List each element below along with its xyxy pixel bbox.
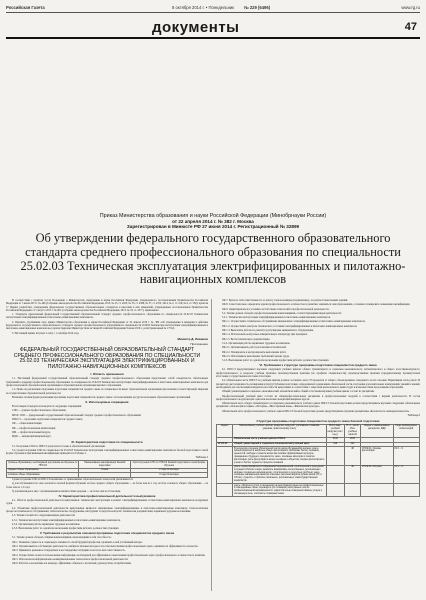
blank-area <box>6 40 420 210</box>
paragraph: 5.2. Техник должен обладать профессиональными компетенциями, соответствующими видам деятельности: <box>222 311 342 315</box>
paragraph: 4.3. Техник готовится к следующим видам деятельности: <box>12 514 76 518</box>
paragraph: ПК 2.1. Организовывать работу коллектива исполнителей. <box>222 346 287 350</box>
table-cell: 48 <box>344 465 360 484</box>
signature: Министр Д. Ливанов <box>177 336 208 341</box>
paragraph: 6.2. Обязательная часть ППССЗ по учебным циклам должна составлять около 70 процентов от общего объема времени, отведенного на их освоение. Вариативная часть (около 30 процентов) дает возможность расширения и (или) углубления подготовки, определяемой содержанием обязательной части, получения дополнительных компетенций, умений и знаний, необходимых для обеспечения конкурентоспособности выпускника в соответствии с запросами регионального рынка труда и возможностями продолжения образования. <box>216 379 420 389</box>
table-row <box>217 484 420 497</box>
paragraph: ПМ — профессиональный модуль; <box>12 430 51 434</box>
top-bar <box>6 4 420 11</box>
table-cell <box>217 484 233 497</box>
paragraph: ОК — общая компетенция; <box>12 422 43 426</box>
table-cell: основное общее образование <box>7 473 79 478</box>
table-cell <box>326 484 344 497</box>
right-column <box>216 299 420 591</box>
paragraph: ПК 1.5. Вести техническую документацию. <box>222 337 271 341</box>
order-date: от 22 апреля 2014 г. № 382 г. Москва <box>172 219 254 224</box>
table-header-row <box>7 461 208 468</box>
paragraph: ОК 3. Принимать решения в стандартных и нестандартных ситуациях и нести за них ответственность. <box>12 549 126 553</box>
standard-title: ФЕДЕРАЛЬНЫЙ ГОСУДАРСТВЕННЫЙ ОБРАЗОВАТЕЛЬНЫЙ СТАНДАРТ СРЕДНЕГО ПРОФЕССИОНАЛЬНОГО ОБРАЗОВАНИЯ ПО СПЕЦИАЛЬНОСТИ 25.02.03 ТЕХНИЧЕСКАЯ ЭКСПЛУАТАЦИЯ ЭЛЕКТРИФИЦИРОВАННЫХ И ПИЛОТАЖНО-НАВИГАЦИОННЫХ КОМПЛЕКСОВ <box>13 346 201 370</box>
paragraph: ОК 1. Понимать сущность и социальную значимость своей будущей профессии, проявлять к ней устойчивый интерес. <box>12 540 144 544</box>
paragraph: 3.2. Сроки получения СПО по специальности 25.02.03 Техническая эксплуатация электрифицированных и пилотажно-навигационных комплексов базовой подготовки в очной форме обучения и присваиваемая квалификация приводятся в Таблице 1. <box>6 448 208 456</box>
paragraph: МДК — междисциплинарный курс. <box>12 435 52 439</box>
paragraph: 3.1. Получение СПО по ППССЗ допускается только в образовательной организации. <box>12 444 106 448</box>
table-header-cell: Индекс и наименование дисциплин, МДК <box>361 425 393 438</box>
intro-paragraph: 3. Настоящий приказ вступает в силу с 1 сентября 2014 года. <box>12 331 80 335</box>
table-cell <box>326 447 344 466</box>
paragraph: Возможна сетевая форма реализации программы подготовки специалистов среднего звена с использованием ресурсов нескольких образовательных организаций. <box>12 395 191 399</box>
site-link[interactable]: www.rg.ru <box>401 5 420 10</box>
order-header <box>40 213 386 229</box>
table-row <box>7 473 208 478</box>
table-cell: 2160 <box>344 437 360 442</box>
paragraph: 4.3.1. Техническая эксплуатация электрифицированных и пилотажно-навигационных комплексов. <box>12 518 121 522</box>
table-header-cell: Срок получения СПО по ППССЗ базовой подготовки в очной форме обучения <box>130 461 207 468</box>
table-cell <box>344 484 360 497</box>
table-cell: ОК 1 - 9 <box>393 447 419 466</box>
paragraph: ОК 5. Использовать информационно-коммуникационные технологии в профессиональной деятельности. <box>12 557 129 561</box>
paragraph: Обязательная часть общего гуманитарного и социально-экономического учебного цикла ППССЗ базовой подготовки должна предусматривать изучение следующих обязательных дисциплин: «Основы философии», «История», «Иностранный язык», «Физическая культура». <box>216 402 420 409</box>
paragraph: 4.2. Объектами профессиональной деятельности выпускников являются: авиационные электрифицированные и пилотажно-навигационные комплексы; технологические процессы технического обслуживания; технологическое оборудование, инструмент и средства контроля; техническая документация; первичные трудовые коллективы. <box>6 506 208 513</box>
table-cell: ОК 1 - 9 <box>393 465 419 484</box>
table-cell: 2 года 10 месяцев <box>130 468 207 473</box>
newspaper-name: Российская Газета <box>6 5 45 10</box>
table-row <box>217 447 420 466</box>
structure-table <box>216 424 420 497</box>
document-title: Об утверждении федерального государственного образовательного стандарта среднего профессионального образования по специальности 25.02.03 Техническая эксплуатация электрифицированных и пилотажно-навигационных комплексов <box>20 231 406 287</box>
order-issuer: Приказ Министерства образования и науки Российской Федерации (Минобрнауки России) <box>99 213 327 219</box>
table-cell: 3240 <box>326 437 344 442</box>
column-divider <box>211 299 212 591</box>
section-title: документы <box>152 19 240 36</box>
table-cell: ОГСЭ.02. История <box>361 465 393 484</box>
paragraph: 1.2. Право на реализацию программы подготовки специалистов среднего звена по специальности имеет образовательная организация при наличии соответствующей лицензии на осуществление образовательной деятельности. <box>6 388 208 395</box>
table-cell <box>361 484 393 497</box>
paragraph: 4.3.2. Организация работы первичных трудовых коллективов. <box>12 522 81 526</box>
table-header-cell: Уровень образования, необходимый для приема на обучение по ППССЗ <box>8 461 78 467</box>
table-header-cell: Индекс <box>217 425 233 438</box>
left-column <box>6 299 208 591</box>
paragraph: Обязательная часть профессионального учебного цикла ППССЗ базовой подготовки должна предусматривать изучение дисциплины «Безопасность жизнедеятельности». <box>222 409 410 413</box>
table-header-row <box>217 425 420 438</box>
table-header-cell: Наименование квалификации базовой подготовки <box>79 461 130 468</box>
paragraph: 4.1. Область профессиональной деятельности выпускников: техническая эксплуатация и ремонт электрифицированных и пилотажно-навигационных комплексов воздушных судов. <box>6 499 208 506</box>
table-cell: Общий гуманитарный и социально-экономический учебный цикл <box>233 442 326 447</box>
paragraph: ПК 1.4. Использовать контрольно-измерительную аппаратуру при проверках. <box>222 333 308 337</box>
paragraph: СПО — среднее профессиональное образование; <box>12 409 67 413</box>
paragraph: ОК 2. Организовывать собственную деятельность, выбирать типовые методы и способы выполнения профессиональных задач, оценивать их эффективность и качество. <box>12 545 199 549</box>
issue-number: № 229 (6496) <box>244 5 271 10</box>
paragraph: ПК 2.2. Планировать и контролировать выполнение работ. <box>222 350 287 354</box>
table-row <box>217 465 420 484</box>
order-registration: Зарегистрирован в Минюсте РФ 27 июня 2014 г. Регистрационный № 32899 <box>126 224 300 229</box>
table-cell: 3 года 10 месяцев <box>130 473 207 478</box>
table-cell: 648 <box>326 442 344 447</box>
paragraph: ОК 9. Ориентироваться в условиях частой смены технологий в профессиональной деятельности. <box>222 307 330 311</box>
paragraph: ПК 2.3. Обеспечивать выполнение требований охраны труда. <box>222 354 290 358</box>
table-cell: Обязательная часть учебных циклов ППССЗ <box>233 437 326 442</box>
table-cell: 432 <box>344 442 360 447</box>
table-cell: уметь: ориентироваться в современной экономической, политической и культурной ситуации в России и мире; выявлять взаимосвязь отечественных, региональных, мировых социально-экономических, политических и культурных проблем; знать: основные направления развития ключевых регионов мира на рубеже веков (XX и XXI вв.); сущность и причины локальных, региональных, межгосударственных конфликтов <box>233 465 326 484</box>
section-heading: IV. Характеристика профессиональной деятельности выпускников <box>58 494 156 499</box>
intro-paragraph: 2. Признать утратившим силу приказ Министерства образования и науки Российской Федерации от 22 апреля 2010 г. № 386 «Об утверждении и введении в действие федерального государственного образовательного стандарта среднего профессионального образования по специальности 161004 Техническая эксплуатация электрифицированных и пилотажно-навигационных комплексов» (зарегистрирован Министерством юстиции Российской Федерации 9 июня 2010 г., регистрационный № 17512). <box>6 320 208 331</box>
table-cell: ОГСЭ.00 <box>217 442 233 447</box>
paragraph: ПК 1.2. Осуществлять контроль технического состояния электрифицированных и пилотажно-навигационных комплексов. <box>222 324 358 328</box>
paragraph: ОК 7. Брать на себя ответственность за работу членов команды (подчиненных), за результат выполнения заданий. <box>222 299 348 302</box>
section-rule <box>6 37 420 39</box>
paragraph: 5.2.1. Техническая эксплуатация электрифицированных и пилотажно-навигационных комплексов. <box>222 316 331 320</box>
paragraph: 5.2.2. Организация работы первичных трудовых коллективов. <box>222 341 291 345</box>
table-header-cell: Наименование учебных циклов, разделов, модулей, требования к знаниям, умениям, практическому опыту <box>233 425 326 438</box>
paragraph: 6.1. ППССЗ предусматривает изучение следующих учебных циклов: общего гуманитарного и социально-экономического; математического и общего естественнонаучного; профессионального; и разделов: учебная практика; производственная практика (по профилю специальности); производственная практика (преддипломная); промежуточная аттестация; государственная итоговая аттестация. <box>216 368 420 379</box>
paragraph: 5.2.3. Выполнение работ по одной или нескольким профессиям рабочих, должностям служащих. <box>222 359 330 363</box>
section-heading: III. Характеристика подготовки по специальности <box>71 439 143 444</box>
table-title: Структура программы подготовки специалистов среднего звена базовой подготовки <box>256 419 380 424</box>
paragraph: В настоящем стандарте используются следующие сокращения: <box>12 405 82 409</box>
paragraph: ПК 1.3. Выполнять работы по ремонту и регулировке авиационного оборудования. <box>222 329 314 333</box>
paragraph: 1.1. Настоящий федеральный государственный образовательный стандарт среднего профессионального образования представляет собой совокупность обязательных требований к среднему профессиональному образованию по специальности 25.02.03 Техническая эксплуатация электрифицированных и пилотажно-навигационных комплексов для профессиональной образовательной организации и образовательной организации высшего образования. <box>6 377 208 387</box>
intro-paragraph: 1. Утвердить прилагаемый федеральный государственный образовательный стандарт среднего профессионального образования по специальности 25.02.03 Техническая эксплуатация электрифицированных и пилотажно-навигационных комплексов. <box>6 313 208 320</box>
paragraph: ПК — профессиональная компетенция; <box>12 426 56 430</box>
intro-paragraph: В соответствии с пунктом 5.2.41 Положения о Министерстве образования и науки Российской Федерации, утвержденного постановлением Правительства Российской Федерации от 3 июня 2013 г. № 466 (Собрание законодательства Российской Федерации, 2013, № 23, ст. 2923; № 33, ст. 4386; № 37, ст. 4702; 2014, № 2, ст. 126; № 6, ст. 582), пунктом 17 Правил разработки, утверждения федеральных государственных образовательных стандартов и внесения в них изменений, утвержденных постановлением Правительства Российской Федерации от 5 августа 2013 г. № 661 (Собрание законодательства Российской Федерации, 2013, № 33, ст. 4377), приказываю: <box>6 299 208 312</box>
table-cell <box>217 447 233 466</box>
issue-date: 8 октября 2014 г. • Понедельник <box>172 5 235 10</box>
table-cell: 48 <box>344 447 360 466</box>
paragraph: 4.3.3. Выполнение работ по одной или нескольким профессиям рабочих, должностям служащих. <box>12 527 120 531</box>
table-cell: В результате изучения обязательной части цикла обучающийся должен: уметь: ориентироваться в наиболее общих философских проблемах бытия, познания, ценностей, свободы и смысла жизни как основах формирования культуры гражданина и будущего специалиста; знать: основные категории и понятия философии; роль философии в жизни человека и общества; основы философского учения о бытии; сущность процесса познания <box>234 447 325 464</box>
paragraph: Профессиональный учебный цикл состоит из общепрофессиональных дисциплин и профессиональных модулей в соответствии с видами деятельности. В состав профессионального модуля входит один или несколько междисциплинарных курсов. <box>216 394 420 401</box>
table-cell <box>217 465 233 484</box>
table-cell: ОГСЭ.01. Основы философии <box>361 447 393 466</box>
section-heading: V. Требования к результатам освоения программы подготовки специалистов среднего звена <box>39 531 175 536</box>
page-number: 47 <box>404 21 417 33</box>
table-cell <box>393 484 419 497</box>
paragraph: а) для обучающихся по очно-заочной и заочной формам обучения: на базе среднего общего образования — не более чем на 1 год; на базе основного общего образования — не более чем на 1,5 года; <box>6 482 208 489</box>
top-rule <box>6 12 420 13</box>
section-heading: II. Используемые сокращения <box>85 400 129 405</box>
paragraph: ОК 6. Работать в коллективе и в команде, эффективно общаться с коллегами, руководством, потребителями. <box>12 562 132 566</box>
paragraph: ОК 8. Самостоятельно определять задачи профессионального и личностного развития, заниматься самообразованием, осознанно планировать повышение квалификации. <box>222 303 411 307</box>
table-cell <box>79 473 130 478</box>
paragraph: б) для инвалидов и лиц с ограниченными возможностями здоровья — не более чем на 10 месяцев. <box>12 489 121 493</box>
duration-table <box>6 460 208 478</box>
paragraph: Общий гуманитарный и социально-экономический, математический и общий естественнонаучный учебные циклы состоят из дисциплин. <box>222 390 375 394</box>
paragraph: Сроки получения СПО по ППССЗ независимо от применяемых образовательных технологий увеличиваются: <box>12 477 134 481</box>
table-cell: Техник <box>79 468 130 473</box>
table-cell <box>326 465 344 484</box>
paragraph: ФГОС СПО — федеральный государственный образовательный стандарт среднего профессионального образования; <box>12 413 142 417</box>
table-label: Таблица 1 <box>195 456 208 460</box>
paragraph: ПК 1.1. Осуществлять техническое обслуживание авиационных электрифицированных и пилотажно-навигационных комплексов. <box>222 320 366 324</box>
appendix-label: Приложение <box>190 341 208 346</box>
table-cell: уметь: общаться (устно и письменно) на иностранном языке на профессиональные и повседневные темы; переводить (со словарем) иностранные тексты профессиональной направленности; самостоятельно совершенствовать устную и письменную речь, пополнять словарный запас <box>233 484 326 497</box>
table-header-cell: В т.ч. часов обяз. учебных занятий <box>346 425 359 436</box>
paragraph: 5.1. Техник должен обладать общими компетенциями, включающими в себя способность: <box>12 536 112 540</box>
section-heading: I. Область применения <box>90 372 124 377</box>
paragraph: ОК 4. Осуществлять поиск и использование информации, необходимой для эффективного выполнения профессиональных задач, профессионального и личностного развития. <box>12 553 206 557</box>
table-cell: среднее общее образование <box>7 468 79 473</box>
table-header-cell: Всего макс. учебной нагрузки (час./нед.) <box>327 425 343 436</box>
section-heading: VI. Требования к структуре программы подготовки специалистов среднего звена <box>259 363 377 368</box>
table-header-cell: Коды формируемых компетенций <box>393 425 419 438</box>
table-label: Таблица 2 <box>407 414 420 418</box>
paragraph: ППССЗ — программа подготовки специалистов среднего звена; <box>12 418 83 422</box>
